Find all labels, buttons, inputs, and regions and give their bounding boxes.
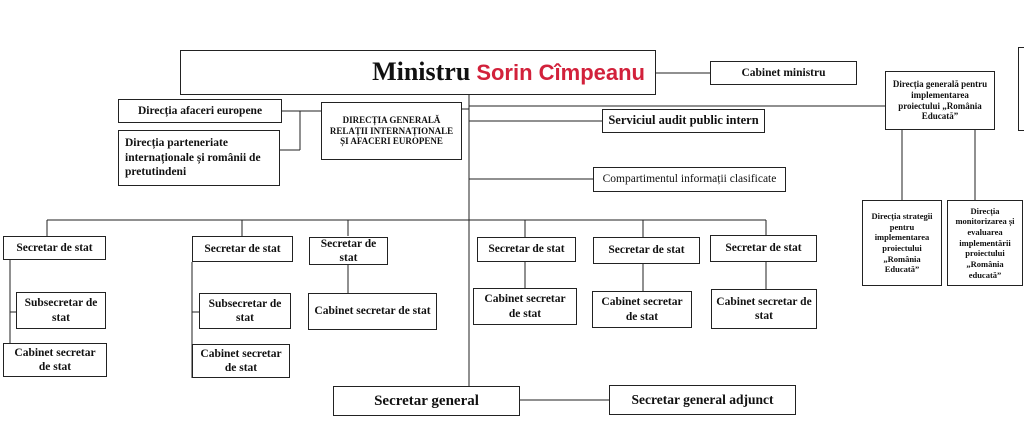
minister-name: Sorin Cîmpeanu [476,59,645,85]
secretar-stat-2: Secretar de stat [192,236,293,262]
directia-strategii: Direcția strategii pentru implementarea proiectului „România Educată” [862,200,942,286]
directia-generala-romania-educata: Direcția generală pentru implementarea proiectului „România Educată” [885,71,995,130]
secretar-stat-6: Secretar de stat [710,235,817,262]
directia-parteneriate: Direcția parteneriate internaționale și românii de pretutindeni [118,130,280,186]
secretar-stat-4: Secretar de stat [477,237,576,262]
directia-generala-relatii: DIRECȚIA GENERALĂ RELAȚII INTERNAȚIONALE ȘI AFACERI EUROPENE [321,102,462,160]
secretar-general: Secretar general [333,386,520,416]
cabinet-ministru: Cabinet ministru [710,61,857,85]
serviciul-audit: Serviciul audit public intern [602,109,765,133]
secretar-stat-1: Secretar de stat [3,236,106,260]
secretar-stat-5: Secretar de stat [593,237,700,264]
minister-box [180,50,656,95]
secretar-stat-3: Secretar de stat [309,237,388,265]
compartimentul-informatii: Compartimentul informații clasificate [593,167,786,192]
cabinet-secretar-stat-6: Cabinet secretar de stat [711,289,817,329]
cabinet-secretar-stat-3: Cabinet secretar de stat [308,293,437,330]
cabinet-secretar-stat-1: Cabinet secretar de stat [3,343,107,377]
subsecretar-stat-1: Subsecretar de stat [16,292,106,329]
directia-afaceri-europene: Direcția afaceri europene [118,99,282,123]
subsecretar-stat-2: Subsecretar de stat [199,293,291,329]
offscreen-box-edge [1018,47,1024,131]
minister-title: Ministru [372,57,471,87]
secretar-general-adjunct: Secretar general adjunct [609,385,796,415]
cabinet-secretar-stat-2: Cabinet secretar de stat [192,344,290,378]
cabinet-secretar-stat-5: Cabinet secretar de stat [592,291,692,328]
cabinet-secretar-stat-4: Cabinet secretar de stat [473,288,577,325]
directia-monitorizare: Direcția monitorizarea și evaluarea implementării proiectului „România educată” [947,200,1023,286]
